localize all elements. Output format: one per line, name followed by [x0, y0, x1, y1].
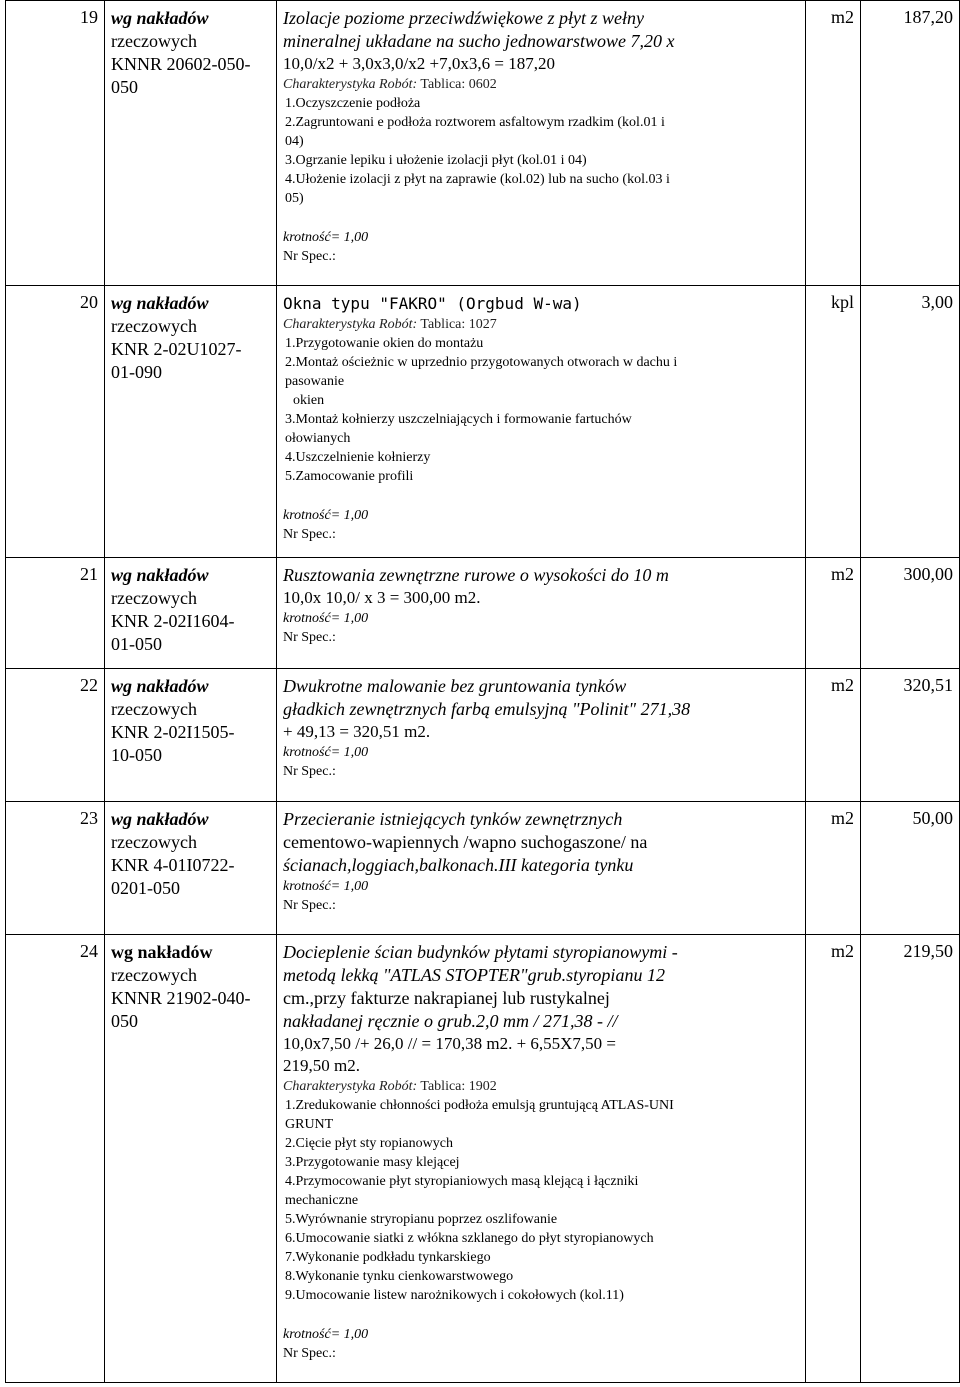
- basis-label-2: rzeczowych: [111, 316, 197, 336]
- work-step: 3.Ogrzanie lepiku i ułożenie izolacji płyt (kol.01 i 04): [285, 153, 587, 168]
- work-step: 3.Montaż kołnierzy uszczelniających i formowanie fartuchów: [285, 412, 632, 427]
- work-characteristics: [283, 1077, 799, 1096]
- item-number: 20: [6, 286, 105, 558]
- basis-label: wg nakładów: [111, 942, 213, 962]
- unit: m2: [806, 558, 861, 669]
- basis-label-2: rzeczowych: [111, 588, 197, 608]
- basis-label-2: rzeczowych: [111, 699, 197, 719]
- catalog-code-suffix: 050: [111, 77, 138, 97]
- unit: m2: [806, 802, 861, 935]
- work-step: 2.Zagruntowani e podłoża roztworem asfaltowym rzadkim (kol.01 i: [285, 115, 665, 130]
- basis-label: wg nakładów: [111, 809, 209, 829]
- item-title-line: ścianach,loggiach,balkonach.III kategoria tynku: [283, 855, 634, 875]
- work-step: 5.Wyrównanie stryropianu poprzez oszlifowanie: [285, 1212, 558, 1227]
- characteristics-value: Tablica: 0602: [420, 77, 497, 92]
- work-step: 4.Ułożenie izolacji z płyt na zaprawie (kol.02) lub na sucho (kol.03 i: [285, 172, 670, 187]
- table-row: [6, 935, 960, 1383]
- multiplier: krotność= 1,00: [283, 508, 369, 523]
- characteristics-label: Charakterystyka Robót:: [283, 317, 418, 332]
- table-row: [6, 802, 960, 935]
- multiplier: krotność= 1,00: [283, 745, 369, 760]
- work-step: 2.Cięcie płyt sty ropianowych: [285, 1136, 453, 1151]
- multiplier: krotność= 1,00: [283, 230, 369, 245]
- item-title: Izolacje poziome przeciwdźwiękowe z płyt z wełny: [283, 8, 644, 28]
- work-step: 4.Uszczelnienie kołnierzy: [285, 450, 431, 465]
- item-description: [277, 802, 806, 935]
- quantity: 219,50: [861, 935, 960, 1383]
- quantity-calculation: 10,0x 10,0/ x 3 = 300,00 m2.: [283, 588, 481, 607]
- work-step: 1.Zredukowanie chłonności podłoża emulsją gruntującą ATLAS-UNI: [285, 1098, 674, 1113]
- item-description: [277, 669, 806, 802]
- work-step: okien: [293, 393, 325, 408]
- quantity: 50,00: [861, 802, 960, 935]
- quantity: 3,00: [861, 286, 960, 558]
- spec-number: Nr Spec.:: [283, 1346, 336, 1361]
- item-title-line: metodą lekką "ATLAS STOPTER"grub.styropianu 12: [283, 965, 665, 985]
- basis-label: wg nakładów: [111, 8, 209, 28]
- basis-label: wg nakładów: [111, 565, 209, 585]
- table-row: [6, 286, 960, 558]
- basis-code: [105, 935, 277, 1383]
- catalog-code: KNNR 21902-040-: [111, 988, 251, 1008]
- quantity-calculation: + 49,13 = 320,51 m2.: [283, 722, 431, 741]
- work-step: 9.Umocowanie listew narożnikowych i cokołowych (kol.11): [285, 1288, 624, 1303]
- multiplier: krotność= 1,00: [283, 879, 369, 894]
- characteristics-label: Charakterystyka Robót:: [283, 77, 418, 92]
- unit: m2: [806, 935, 861, 1383]
- work-step: 3.Przygotowanie masy klejącej: [285, 1155, 460, 1170]
- catalog-code-suffix: 0201-050: [111, 878, 180, 898]
- quantity-calculation: 10,0x7,50 /+ 26,0 // = 170,38 m2. + 6,55X7,50 =: [283, 1034, 617, 1053]
- spec-number: Nr Spec.:: [283, 764, 336, 779]
- basis-label: wg nakładów: [111, 676, 209, 696]
- item-title: Rusztowania zewnętrzne rurowe o wysokości do 10 m: [283, 565, 669, 585]
- work-step: 1.Oczyszczenie podłoża: [285, 96, 421, 111]
- unit: m2: [806, 669, 861, 802]
- basis-label: wg nakładów: [111, 293, 209, 313]
- spec-number: Nr Spec.:: [283, 630, 336, 645]
- item-description: [277, 286, 806, 558]
- basis-code: [105, 286, 277, 558]
- item-title-line: mineralnej układane na sucho jednowarstwowe 7,20 x: [283, 31, 675, 51]
- unit: kpl: [806, 286, 861, 558]
- characteristics-value: Tablica: 1902: [420, 1079, 497, 1094]
- catalog-code-suffix: 10-050: [111, 745, 162, 765]
- work-step: 1.Przygotowanie okien do montażu: [285, 336, 484, 351]
- catalog-code: KNR 2-02I1505-: [111, 722, 235, 742]
- spec-number: Nr Spec.:: [283, 527, 336, 542]
- item-title: Dwukrotne malowanie bez gruntowania tynków: [283, 676, 627, 696]
- work-step: 6.Umocowanie siatki z włókna szklanego do płyt styropianowych: [285, 1231, 654, 1246]
- basis-code: [105, 558, 277, 669]
- catalog-code-suffix: 01-090: [111, 362, 162, 382]
- basis-label-2: rzeczowych: [111, 965, 197, 985]
- table-row: [6, 558, 960, 669]
- item-title-line: cm.,przy fakturze nakrapianej lub rustykalnej: [283, 988, 610, 1008]
- work-characteristics: [283, 315, 799, 334]
- work-step: 8.Wykonanie tynku cienkowarstwowego: [285, 1269, 514, 1284]
- work-step: mechaniczne: [285, 1193, 359, 1208]
- basis-code: [105, 802, 277, 935]
- spec-number: Nr Spec.:: [283, 249, 336, 264]
- item-title: Okna typu "FAKRO" (Orgbud W-wa): [283, 294, 582, 313]
- catalog-code-suffix: 050: [111, 1011, 138, 1031]
- item-description: [277, 935, 806, 1383]
- characteristics-label: Charakterystyka Robót:: [283, 1079, 418, 1094]
- work-step: GRUNT: [285, 1117, 334, 1132]
- spec-number: Nr Spec.:: [283, 898, 336, 913]
- work-step: pasowanie: [285, 374, 345, 389]
- catalog-code: KNR 4-01I0722-: [111, 855, 235, 875]
- item-title-line: gładkich zewnętrznych farbą emulsyjną "Polinit" 271,38: [283, 699, 691, 719]
- characteristics-value: Tablica: 1027: [420, 317, 497, 332]
- table-row: [6, 669, 960, 802]
- catalog-code: KNNR 20602-050-: [111, 54, 251, 74]
- work-step: 7.Wykonanie podkładu tynkarskiego: [285, 1250, 491, 1265]
- work-step: 4.Przymocowanie płyt styropianiowych masą klejącą i łączniki: [285, 1174, 639, 1189]
- multiplier: krotność= 1,00: [283, 1327, 369, 1342]
- item-number: 24: [6, 935, 105, 1383]
- item-number: 23: [6, 802, 105, 935]
- basis-label-2: rzeczowych: [111, 31, 197, 51]
- catalog-code-suffix: 01-050: [111, 634, 162, 654]
- multiplier: krotność= 1,00: [283, 611, 369, 626]
- quantity-calculation: 10,0/x2 + 3,0x3,0/x2 +7,0x3,6 = 187,20: [283, 54, 555, 73]
- work-step: 2.Montaż ościeżnic w uprzednio przygotowanych otworach w dachu i: [285, 355, 678, 370]
- item-title: Docieplenie ścian budynków płytami styropianowymi -: [283, 942, 678, 962]
- basis-label-2: rzeczowych: [111, 832, 197, 852]
- item-number: 22: [6, 669, 105, 802]
- basis-code: [105, 669, 277, 802]
- item-title-line: cementowo-wapiennych /wapno suchogaszone/ na: [283, 832, 648, 852]
- quantity-calculation-line: 219,50 m2.: [283, 1056, 360, 1075]
- item-description: [277, 558, 806, 669]
- item-title: Przecieranie istniejących tynków zewnętrznych: [283, 809, 623, 829]
- item-title-line: nakładanej ręcznie o grub.2,0 mm / 271,38 - //: [283, 1011, 618, 1031]
- item-number: 19: [6, 1, 105, 286]
- quantity: 300,00: [861, 558, 960, 669]
- work-step: 05): [285, 191, 304, 206]
- work-characteristics: [283, 75, 799, 94]
- item-description: [277, 1, 806, 286]
- work-step: 5.Zamocowanie profili: [285, 469, 414, 484]
- unit: m2: [806, 1, 861, 286]
- quantity: 187,20: [861, 1, 960, 286]
- table-row: [6, 1, 960, 286]
- cost-estimate-table: [5, 0, 960, 1383]
- catalog-code: KNR 2-02U1027-: [111, 339, 242, 359]
- work-step: 04): [285, 134, 304, 149]
- basis-code: [105, 1, 277, 286]
- work-step: ołowianych: [285, 431, 351, 446]
- item-number: 21: [6, 558, 105, 669]
- catalog-code: KNR 2-02I1604-: [111, 611, 235, 631]
- quantity: 320,51: [861, 669, 960, 802]
